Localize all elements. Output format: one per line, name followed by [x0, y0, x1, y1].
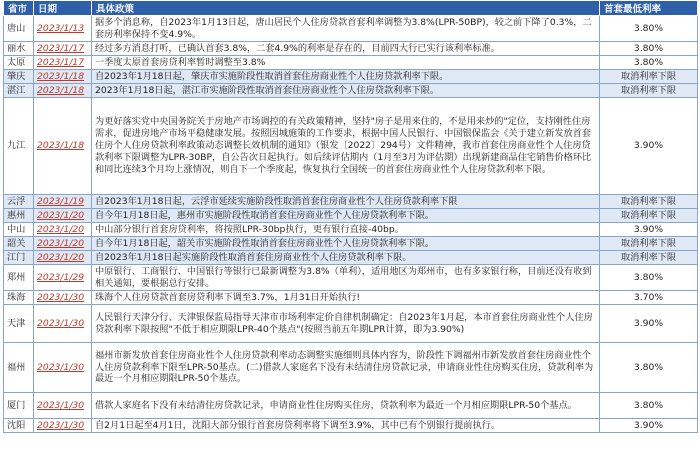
row-city: 唐山 [4, 16, 34, 42]
header-city: 省市 [4, 1, 34, 16]
row-rate: 3.70% [600, 291, 698, 305]
row-rate: 3.80% [600, 16, 698, 42]
table-row [4, 195, 698, 209]
table-header-row [4, 1, 698, 16]
row-rate: 3.80% [600, 42, 698, 56]
table-row [4, 393, 698, 419]
row-policy: 珠海个人住房贷款首套房贷利率下调至3.7%，1月31日开始执行! [92, 291, 600, 305]
row-date: 2023/1/30 [34, 419, 92, 433]
row-policy: 一季度太原首套房贷利率暂时调整至3.8% [92, 56, 600, 70]
row-city: 江门 [4, 251, 34, 265]
row-date: 2023/1/30 [34, 291, 92, 305]
row-policy: 中原银行、工商银行、中国银行等银行已最新调整为3.8%（单利），适用地区为郑州市，也有多家银行称，目前还没有收到相关通知，要根据总行安排。 [92, 265, 600, 291]
row-rate: 3.80% [600, 343, 698, 393]
row-policy: 自2月1日起至4月1日，沈阳大部分银行首套房贷利率将下调至3.9%，其中已有个别银行提前执行。 [92, 419, 600, 433]
row-city: 惠州 [4, 209, 34, 223]
row-rate: 3.80% [600, 393, 698, 419]
table-row [4, 237, 698, 251]
row-date: 2023/1/13 [34, 16, 92, 42]
row-date: 2023/1/19 [34, 195, 92, 209]
row-policy: 自2023年1月18日起实施阶段性取消首套住房商业性个人住房贷款利率下限。 [92, 251, 600, 265]
row-date: 2023/1/20 [34, 209, 92, 223]
row-policy: 自2023年1月18日起，云浮市延续实施阶段性取消首套住房商业性个人住房贷款利率下限 [92, 195, 600, 209]
table-row [4, 70, 698, 84]
row-date: 2023/1/17 [34, 56, 92, 70]
table-row [4, 265, 698, 291]
row-policy: 借款人家庭名下没有未结清住房贷款记录，申请商业性住房购买住房，贷款利率为最近一个月相应期限LPR-50个基点。 [92, 393, 600, 419]
row-policy: 人民银行天津分行、天津银保监局指导天津市市场利率定价自律机制确定：自2023年1月起，本市首套住房商业性个人住房贷款利率下限按照"不低于相应期限LPR-40个基点"(按照当前五年期LPR计算，即为3.90%) [92, 305, 600, 343]
header-date: 日期 [34, 1, 92, 16]
row-policy: 自今年1月18日起，韶关市实施阶段性取消首套住房商业性个人住房贷款利率下限。 [92, 237, 600, 251]
row-rate: 取消利率下限 [600, 195, 698, 209]
row-city: 太原 [4, 56, 34, 70]
row-rate: 取消利率下限 [600, 84, 698, 98]
row-policy: 福州市新发放首套住房商业性个人住房贷款利率动态调整实施细则具体内容为，阶段性下调福州市新发放首套住房商业性个人住房贷款利率下限至LPR-50基点。(二)借款人家庭名下没有未结清住房贷款记录，申请商业性住房购买住房，贷款利率为最近一个月相应期限LPR-50个基点。 [92, 343, 600, 393]
row-city: 肇庆 [4, 70, 34, 84]
row-city: 中山 [4, 223, 34, 237]
table-row [4, 209, 698, 223]
row-city: 厦门 [4, 393, 34, 419]
row-date: 2023/1/20 [34, 251, 92, 265]
table-row [4, 56, 698, 70]
table-row [4, 305, 698, 343]
row-date: 2023/1/18 [34, 98, 92, 195]
row-date: 2023/1/29 [34, 265, 92, 291]
row-rate: 3.90% [600, 419, 698, 433]
row-city: 珠海 [4, 291, 34, 305]
row-city: 福州 [4, 343, 34, 393]
row-date: 2023/1/20 [34, 237, 92, 251]
table-row [4, 343, 698, 393]
table-row [4, 251, 698, 265]
policy-table-container [3, 0, 697, 433]
row-date: 2023/1/20 [34, 223, 92, 237]
row-policy: 经过多方消息打听，已确认首套3.8%，二套4.9%的利率是存在的，目前四大行已实行该利率标准。 [92, 42, 600, 56]
row-city: 湛江 [4, 84, 34, 98]
row-policy: 据多个消息称，自2023年1月13日起，唐山居民个人住房贷款首套利率调整为3.8%(LPR-50BP)，较之前下降了0.3%，二套房利率保持不变4.9%。 [92, 16, 600, 42]
row-date: 2023/1/18 [34, 70, 92, 84]
row-rate: 取消利率下限 [600, 70, 698, 84]
row-rate: 3.90% [600, 223, 698, 237]
row-city: 郑州 [4, 265, 34, 291]
row-policy: 自2023年1月18日起，肇庆市实施阶段性取消首套住房商业性个人住房贷款利率下限。 [92, 70, 600, 84]
header-rate: 首套最低利率 [600, 1, 698, 16]
table-row [4, 419, 698, 433]
row-rate: 取消利率下限 [600, 237, 698, 251]
table-row [4, 98, 698, 195]
row-rate: 3.90% [600, 98, 698, 195]
table-row [4, 291, 698, 305]
row-city: 云浮 [4, 195, 34, 209]
table-row [4, 84, 698, 98]
row-city: 沈阳 [4, 419, 34, 433]
row-date: 2023/1/30 [34, 343, 92, 393]
mortgage-policy-table [3, 0, 698, 433]
row-city: 九江 [4, 98, 34, 195]
row-date: 2023/1/30 [34, 305, 92, 343]
row-rate: 3.90% [600, 305, 698, 343]
header-policy: 具体政策 [92, 1, 600, 16]
row-policy: 自今年1月18日起，惠州市实施阶段性取消首套住房商业性个人住房贷款利率下限。 [92, 209, 600, 223]
row-city: 丽水 [4, 42, 34, 56]
row-rate: 3.80% [600, 56, 698, 70]
row-date: 2023/1/18 [34, 84, 92, 98]
row-policy: 2023年1月18日起，湛江市实施阶段性取消首套住房商业性个人住房贷款利率下限。 [92, 84, 600, 98]
row-city: 天津 [4, 305, 34, 343]
row-policy: 中山部分银行首套房贷利率，将按照LPR-30bp执行，更有银行直接-40bp。 [92, 223, 600, 237]
row-rate: 取消利率下限 [600, 251, 698, 265]
row-date: 2023/1/30 [34, 393, 92, 419]
row-policy: 为更好落实党中央国务院关于房地产市场调控的有关政策精神，坚持"房子是用来住的，不是用来炒的"定位，支持刚性住房需求，促进房地产市场平稳健康发展。按照因城施策的工作要求，根据中国人民银行、中国银保监会《关于建立新发放首套住房个人住房贷款利率政策动态调整长效机制的通知》（银发〔2022〕294号）文件精神，我市首套住房商业性个人住房贷款利率下限调整为LPR-30BP，自公告次日起执行。如后续评估期内（1月至3月为评估期）出现新建商品住宅销售价格环比和同比连续3个月均上涨情况，则自下一个季度起，恢复执行全国统一的首套住房商业性个人住房贷款利率下限。 [92, 98, 600, 195]
row-rate: 取消利率下限 [600, 209, 698, 223]
row-rate: 3.80% [600, 265, 698, 291]
table-row [4, 223, 698, 237]
table-row [4, 42, 698, 56]
row-city: 韶关 [4, 237, 34, 251]
table-row [4, 16, 698, 42]
row-date: 2023/1/17 [34, 42, 92, 56]
